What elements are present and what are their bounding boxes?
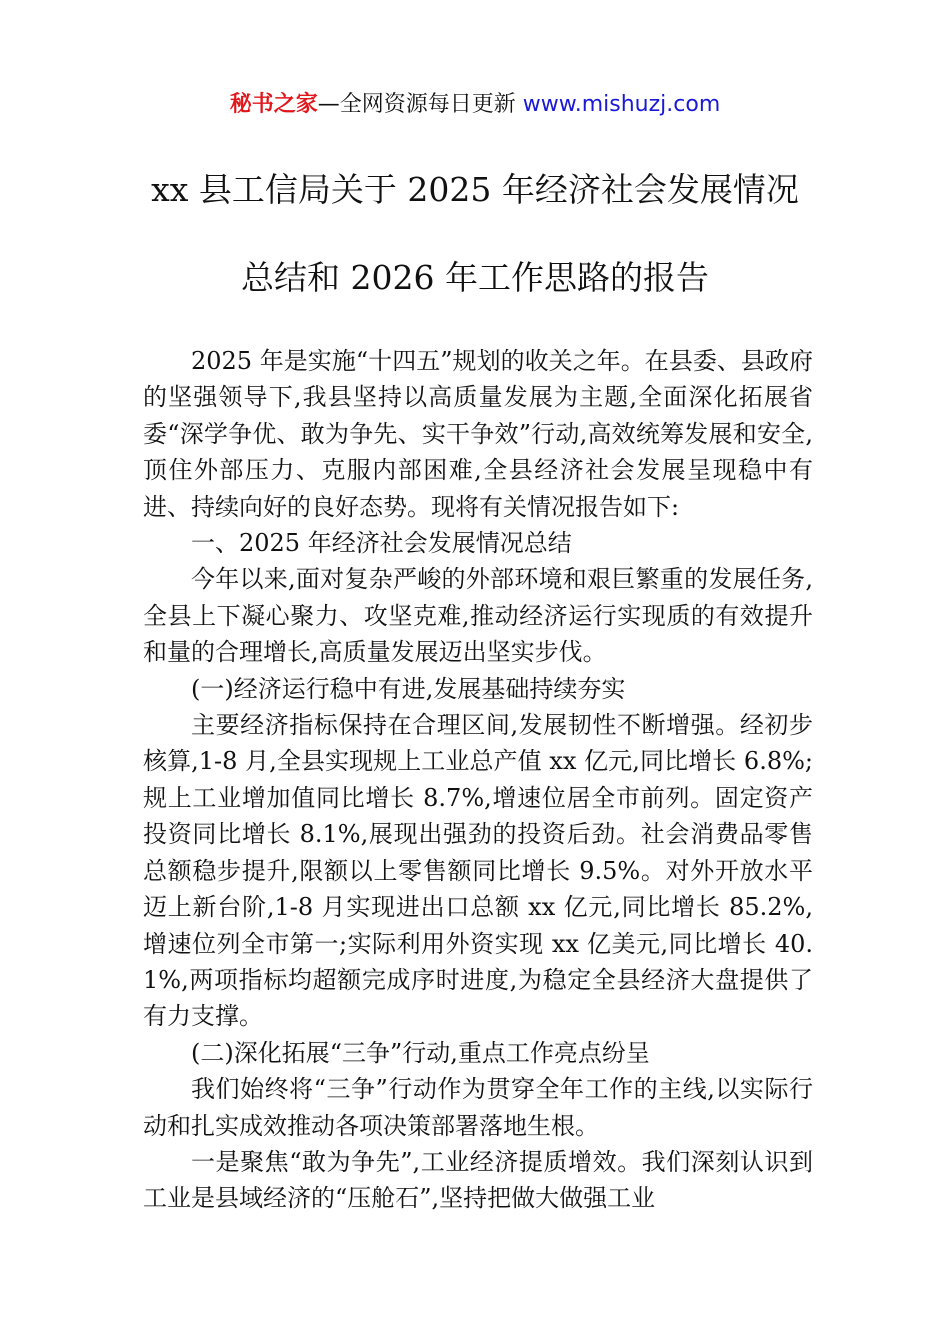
- body-paragraph: 主要经济指标保持在合理区间,发展韧性不断增强。经初步核算,1-8 月,全县实现规上工业总产值 xx 亿元,同比增长 6.8%;规上工业增加值同比增长 8.7%,增速位居全市前列。固定资产投资同比增长 8.1%,展现出强劲的投资后劲。社会消费品零售总额稳步提升,限额以上零售额同比增长 9.5%。对外开放水平迈上新台阶,1-8 月实现进出口总额 xx 亿元,同比增长 85.2%,增速位列全市第一;实际利用外资实现 xx 亿美元,同比增长 40.1%,两项指标均超额完成序时进度,为稳定全县经济大盘提供了有力支撑。: [143, 711, 813, 1031]
- subsection-heading-1: (一)经济运行稳中有进,发展基础持续夯实: [191, 674, 626, 703]
- body-paragraph: 一是聚焦“敢为争先”,工业经济提质增效。我们深刻认识到工业是县域经济的“压舱石”,坚持把做大做强工业: [143, 1147, 813, 1213]
- document-body: [143, 343, 813, 1217]
- site-brand: 秘书之家: [229, 92, 318, 117]
- subsection-heading-2: (二)深化拓展“三争”行动,重点工作亮点纷呈: [191, 1038, 650, 1067]
- body-paragraph: 今年以来,面对复杂严峻的外部环境和艰巨繁重的发展任务,全县上下凝心聚力、攻坚克难,推动经济运行实现质的有效提升和量的合理增长,高质量发展迈出坚实步伐。: [143, 565, 813, 667]
- intro-paragraph: 2025 年是实施“十四五”规划的收关之年。在县委、县政府的坚强领导下,我县坚持以高质量发展为主题,全面深化拓展省委“深学争优、敢为争先、实干争效”行动,高效统筹发展和安全,顶住外部压力、克服内部困难,全县经济社会发展呈现稳中有进、持续向好的良好态势。现将有关情况报告如下:: [143, 347, 813, 521]
- document-title-line-2: 总结和 2026 年工作思路的报告: [241, 258, 709, 297]
- site-tagline: —全网资源每日更新: [317, 92, 523, 117]
- document-title-line-1: xx 县工信局关于 2025 年经济社会发展情况: [151, 170, 799, 209]
- section-heading-1: 一、2025 年经济社会发展情况总结: [191, 529, 572, 558]
- site-url-link[interactable]: www.mishuzj.com: [522, 92, 721, 117]
- body-paragraph: 我们始终将“三争”行动作为贯穿全年工作的主线,以实际行动和扎实成效推动各项决策部署落地生根。: [143, 1075, 813, 1140]
- site-header: [0, 88, 950, 122]
